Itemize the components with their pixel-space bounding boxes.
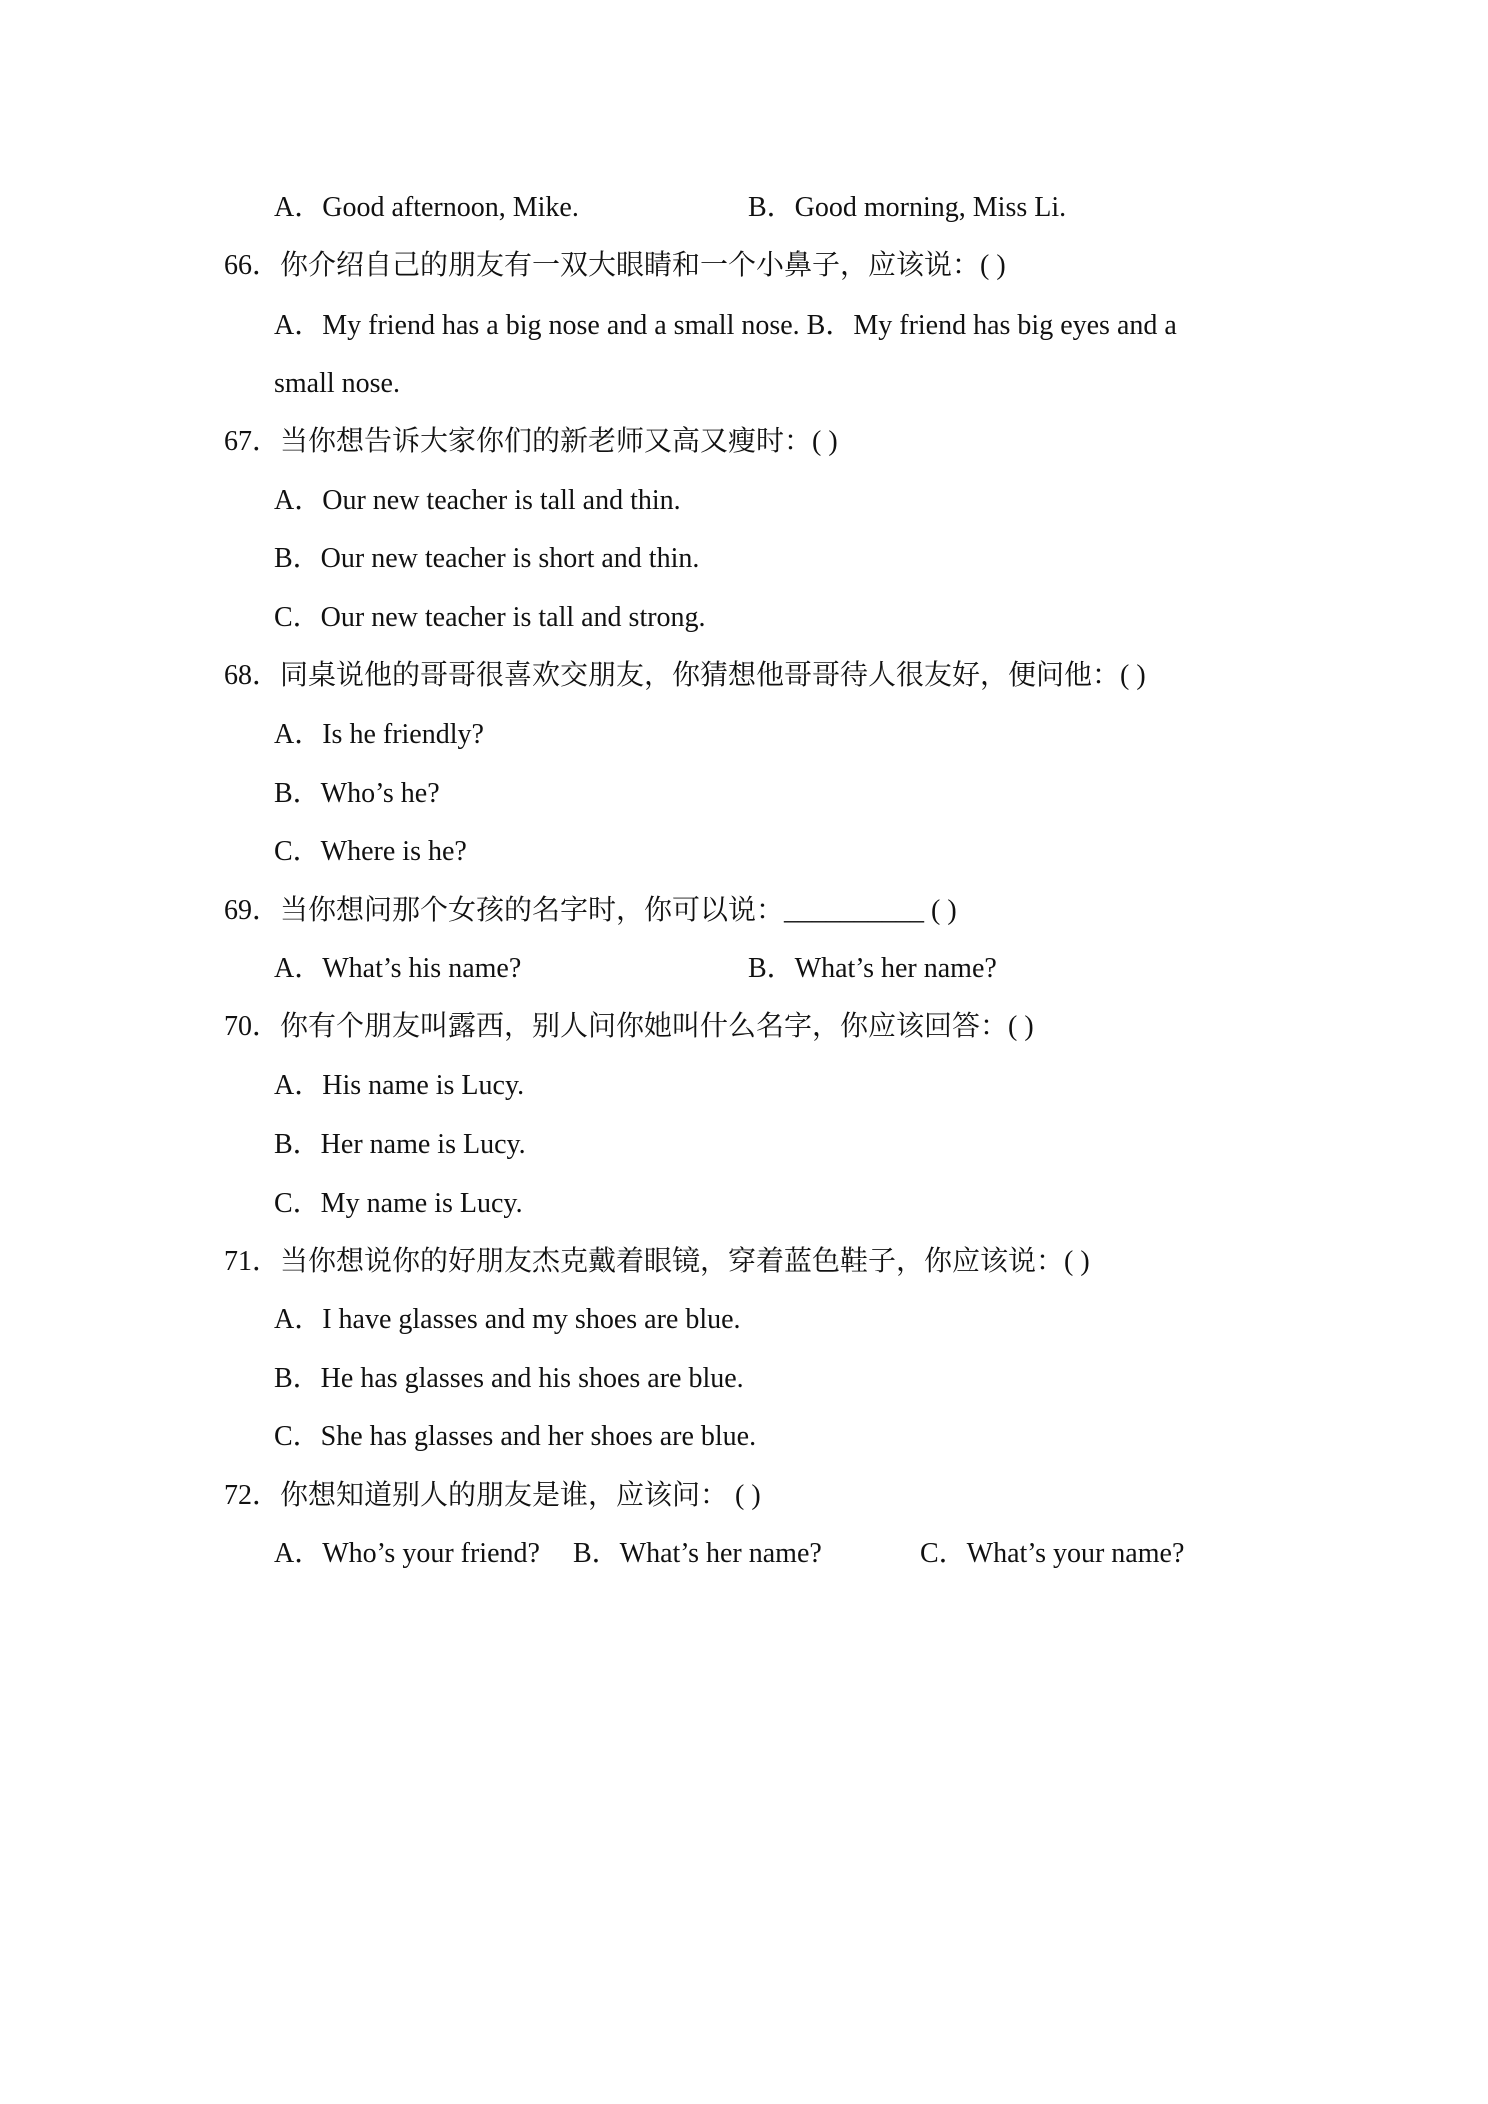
q72-option-c: C．What’s your name?	[920, 1538, 1185, 1569]
q65-option-a: A．Good afternoon, Mike.	[274, 192, 579, 223]
q67-option-b: B．Our new teacher is short and thin.	[274, 543, 700, 574]
q71-option-c: C．She has glasses and her shoes are blue.	[274, 1421, 757, 1452]
q66-options-line1: A．My friend has a big nose and a small nose. B．My friend has big eyes and a	[274, 310, 1177, 341]
q71-option-b: B．He has glasses and his shoes are blue.	[274, 1363, 744, 1394]
q70-stem: 70．你有个朋友叫露西，别人问你她叫什么名字，你应该回答：( )	[224, 1011, 1034, 1042]
q66-options-line2: small nose.	[274, 368, 400, 399]
q71-option-a: A．I have glasses and my shoes are blue.	[274, 1304, 741, 1335]
q72-stem: 72．你想知道别人的朋友是谁，应该问： ( )	[224, 1480, 761, 1511]
q70-option-c: C．My name is Lucy.	[274, 1188, 523, 1219]
q68-option-b: B．Who’s he?	[274, 778, 440, 809]
q69-stem: 69．当你想问那个女孩的名字时，你可以说：__________ ( )	[224, 895, 957, 926]
q66-stem: 66．你介绍自己的朋友有一双大眼睛和一个小鼻子，应该说：( )	[224, 250, 1006, 281]
q71-stem: 71．当你想说你的好朋友杰克戴着眼镜，穿着蓝色鞋子，你应该说：( )	[224, 1246, 1090, 1277]
q68-stem: 68．同桌说他的哥哥很喜欢交朋友，你猜想他哥哥待人很友好，便问他：( )	[224, 660, 1146, 691]
q65-option-b: B．Good morning, Miss Li.	[748, 192, 1067, 223]
q70-option-b: B．Her name is Lucy.	[274, 1129, 526, 1160]
q67-option-c: C．Our new teacher is tall and strong.	[274, 602, 706, 633]
q69-option-b: B．What’s her name?	[748, 953, 997, 984]
q72-option-a: A．Who’s your friend?	[274, 1538, 540, 1569]
q68-option-c: C．Where is he?	[274, 836, 467, 867]
q72-option-b: B．What’s her name?	[573, 1538, 822, 1569]
q67-option-a: A．Our new teacher is tall and thin.	[274, 485, 681, 516]
q70-option-a: A．His name is Lucy.	[274, 1070, 525, 1101]
q67-stem: 67．当你想告诉大家你们的新老师又高又瘦时：( )	[224, 426, 838, 457]
q68-option-a: A．Is he friendly?	[274, 719, 484, 750]
q69-option-a: A．What’s his name?	[274, 953, 522, 984]
